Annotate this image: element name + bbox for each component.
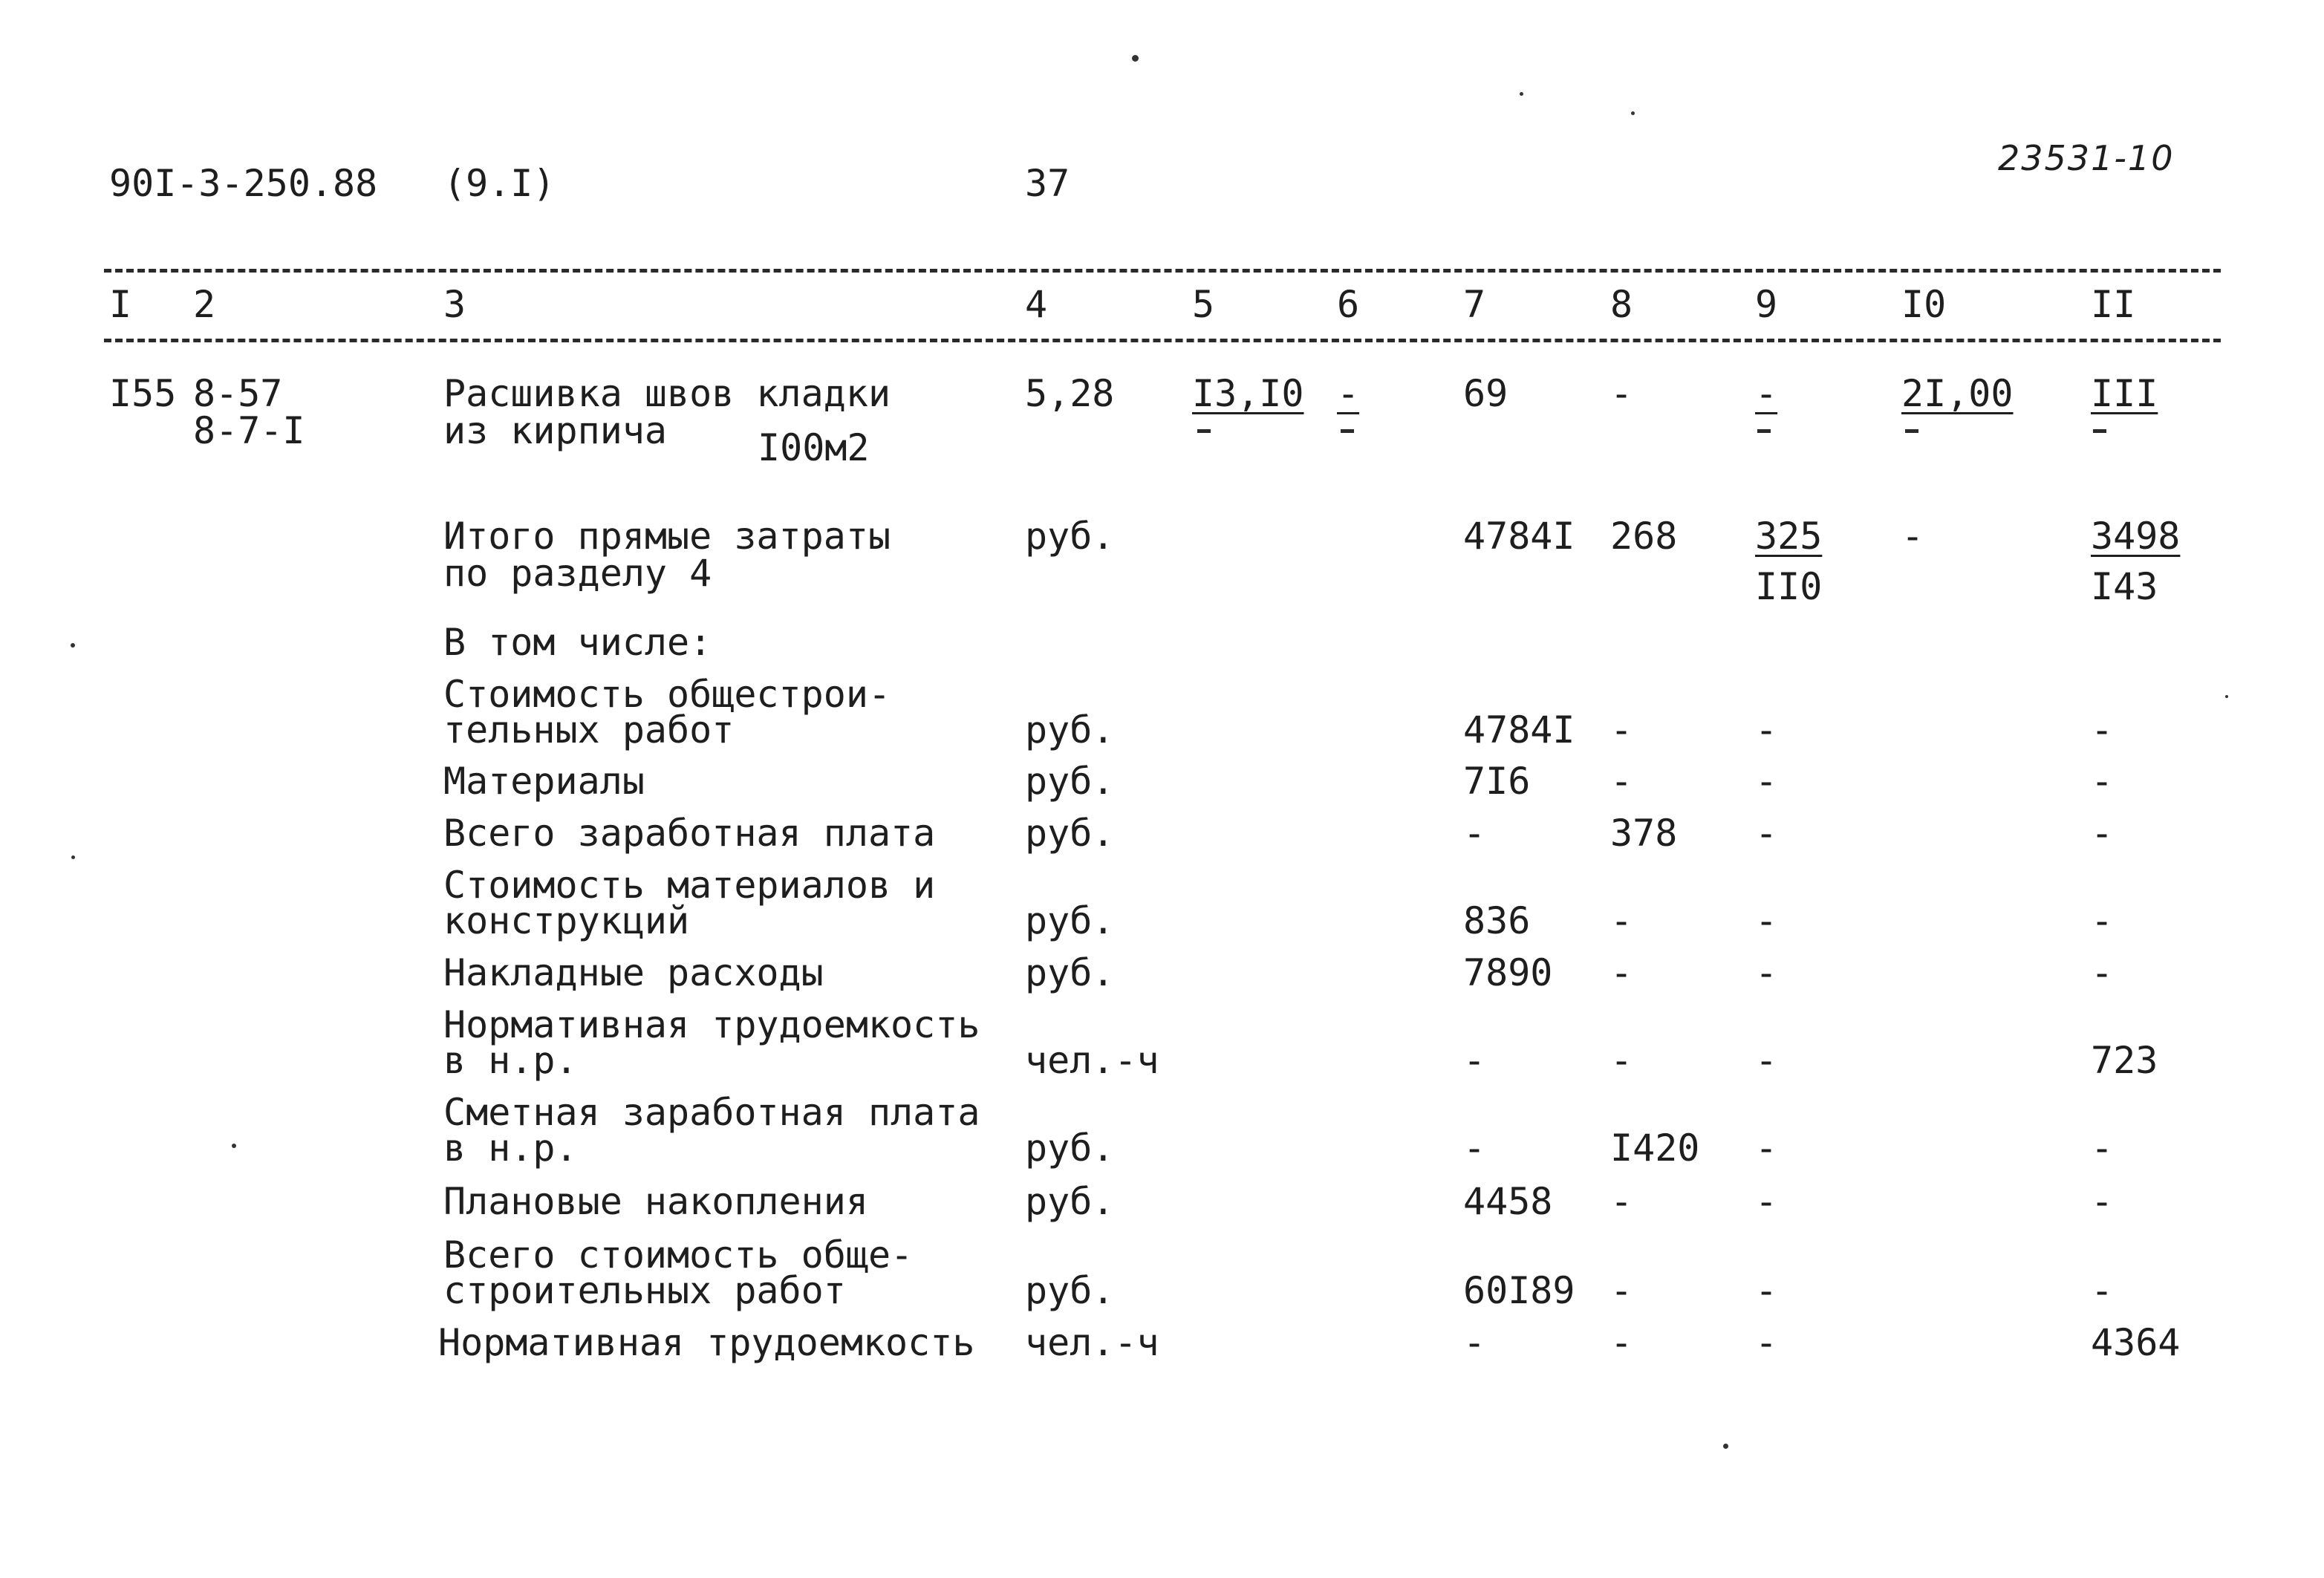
- row-col8: -: [1610, 760, 1633, 803]
- col-header-8: 8: [1610, 283, 1633, 326]
- row-label-cont: в н.р.: [443, 1127, 578, 1170]
- total-col11-bottom: I43: [2091, 565, 2158, 608]
- row-col8: -: [1610, 708, 1633, 751]
- row-unit: руб.: [1025, 760, 1115, 803]
- section-number: (9.I): [443, 162, 556, 205]
- row-col8: 378: [1610, 812, 1678, 855]
- row-col7: 4458: [1463, 1180, 1553, 1223]
- row-label-cont: тельных работ: [443, 708, 735, 751]
- row-col11: -: [2091, 1127, 2114, 1170]
- header-top-rule: [104, 269, 2221, 273]
- row-col8: -: [1610, 1269, 1633, 1312]
- scan-speck: [232, 1144, 236, 1148]
- item-description-1: Расшивка швов кладки: [443, 372, 891, 415]
- total-col11-top: 3498: [2091, 515, 2181, 558]
- row-label: Накладные расходы: [443, 951, 824, 994]
- row-col8: -: [1610, 1039, 1633, 1082]
- col-header-5: 5: [1192, 283, 1215, 326]
- row-unit: руб.: [1025, 1269, 1115, 1312]
- row-col11: -: [2091, 951, 2114, 994]
- row-col11: 723: [2091, 1039, 2158, 1082]
- col-header-6: 6: [1337, 283, 1360, 326]
- col-header-11: II: [2091, 283, 2136, 326]
- row-col9: -: [1755, 1180, 1778, 1223]
- row-col9: -: [1755, 760, 1778, 803]
- page-number: 37: [1025, 162, 1070, 205]
- item-col8: -: [1610, 372, 1633, 415]
- item-number: I55: [109, 372, 177, 415]
- col-header-1: I: [109, 283, 132, 326]
- row-label: Стоимость общестрои-: [443, 673, 891, 716]
- row-col7: 60I89: [1463, 1269, 1575, 1312]
- row-label: Материалы: [443, 760, 645, 803]
- item-col6-lower-dash: [1341, 429, 1354, 433]
- item-unit: I00м2: [758, 426, 870, 469]
- row-label: Сметная заработная плата: [443, 1091, 980, 1134]
- document-code: 90I-3-250.88: [109, 162, 378, 205]
- row-col7: -: [1463, 812, 1486, 855]
- row-label-cont: конструкций: [443, 899, 690, 942]
- item-col10-lower-dash: [1905, 429, 1918, 433]
- item-col9: -: [1755, 372, 1778, 415]
- col-header-2: 2: [193, 283, 216, 326]
- row-col11: 4364: [2091, 1321, 2181, 1364]
- row-col8: I420: [1610, 1127, 1700, 1170]
- total-col9-top: 325: [1755, 515, 1823, 558]
- item-col9-lower-dash: [1757, 429, 1771, 433]
- item-col10: 2I,00: [1901, 372, 2014, 415]
- row-unit: руб.: [1025, 708, 1115, 751]
- item-description-2: из кирпича: [443, 409, 668, 452]
- row-label: Плановые накопления: [443, 1180, 868, 1223]
- row-unit: руб.: [1025, 899, 1115, 942]
- row-col7: -: [1463, 1321, 1486, 1364]
- row-col9: -: [1755, 1269, 1778, 1312]
- total-col8: 268: [1610, 515, 1678, 558]
- row-col9: -: [1755, 899, 1778, 942]
- item-col7: 69: [1463, 372, 1508, 415]
- total-col7: 4784I: [1463, 515, 1575, 558]
- row-col7: 4784I: [1463, 708, 1575, 751]
- row-label: Всего заработная плата: [443, 812, 936, 855]
- row-col11: -: [2091, 1269, 2114, 1312]
- col-header-10: I0: [1901, 283, 1947, 326]
- row-label: Стоимость материалов и: [443, 864, 936, 907]
- scan-speck: [71, 643, 75, 648]
- scan-speck: [71, 855, 75, 859]
- row-unit: руб.: [1025, 1127, 1115, 1170]
- row-col11: -: [2091, 812, 2114, 855]
- scan-speck: [1631, 111, 1635, 115]
- handwritten-stamp: 23531-10: [1998, 138, 2175, 178]
- item-col11: III: [2091, 372, 2158, 415]
- scan-speck: [1520, 92, 1523, 96]
- row-unit: руб.: [1025, 951, 1115, 994]
- row-col9: -: [1755, 1321, 1778, 1364]
- scan-speck: [1723, 1444, 1728, 1449]
- header-bottom-rule: [104, 339, 2221, 342]
- row-label-cont: строительных работ: [443, 1269, 846, 1312]
- row-unit: руб.: [1025, 1180, 1115, 1223]
- row-col8: -: [1610, 1321, 1633, 1364]
- row-col11: -: [2091, 708, 2114, 751]
- item-quantity: 5,28: [1025, 372, 1115, 415]
- row-col7: 7890: [1463, 951, 1553, 994]
- col-header-4: 4: [1025, 283, 1048, 326]
- row-col8: -: [1610, 951, 1633, 994]
- row-label: Нормативная трудоемкость: [438, 1321, 975, 1364]
- item-code-1: 8-57: [193, 372, 283, 415]
- row-col11: -: [2091, 1180, 2114, 1223]
- row-col9: -: [1755, 1039, 1778, 1082]
- total-unit: руб.: [1025, 515, 1115, 558]
- row-col7: -: [1463, 1127, 1486, 1170]
- row-col11: -: [2091, 899, 2114, 942]
- item-code-2: 8-7-I: [193, 409, 305, 452]
- row-col9: -: [1755, 1127, 1778, 1170]
- total-col10: -: [1901, 515, 1924, 558]
- total-col9-bottom: II0: [1755, 565, 1823, 608]
- row-unit: чел.-ч: [1025, 1321, 1159, 1364]
- col-header-9: 9: [1755, 283, 1778, 326]
- row-col8: -: [1610, 1180, 1633, 1223]
- row-col9: -: [1755, 951, 1778, 994]
- row-col7: -: [1463, 1039, 1486, 1082]
- col-header-7: 7: [1463, 283, 1486, 326]
- total-label-2: по разделу 4: [443, 552, 712, 595]
- row-label: Всего стоимость обще-: [443, 1233, 914, 1277]
- row-label-cont: в н.р.: [443, 1039, 578, 1082]
- row-col7: 7I6: [1463, 760, 1531, 803]
- item-col6: -: [1337, 372, 1360, 415]
- row-label: Нормативная трудоемкость: [443, 1003, 980, 1046]
- row-col9: -: [1755, 812, 1778, 855]
- row-col9: -: [1755, 708, 1778, 751]
- row-col11: -: [2091, 760, 2114, 803]
- total-label-1: Итого прямые затраты: [443, 515, 891, 558]
- scan-speck: [2225, 695, 2228, 698]
- row-unit: чел.-ч: [1025, 1039, 1159, 1082]
- item-col5: I3,I0: [1192, 372, 1304, 415]
- row-col7: 836: [1463, 899, 1531, 942]
- row-unit: руб.: [1025, 812, 1115, 855]
- including-label: В том числе:: [443, 621, 712, 664]
- scan-speck: [1132, 55, 1139, 62]
- col-header-3: 3: [443, 283, 466, 326]
- item-col11-lower-dash: [2093, 429, 2106, 433]
- item-col5-lower-dash: [1197, 429, 1211, 433]
- row-col8: -: [1610, 899, 1633, 942]
